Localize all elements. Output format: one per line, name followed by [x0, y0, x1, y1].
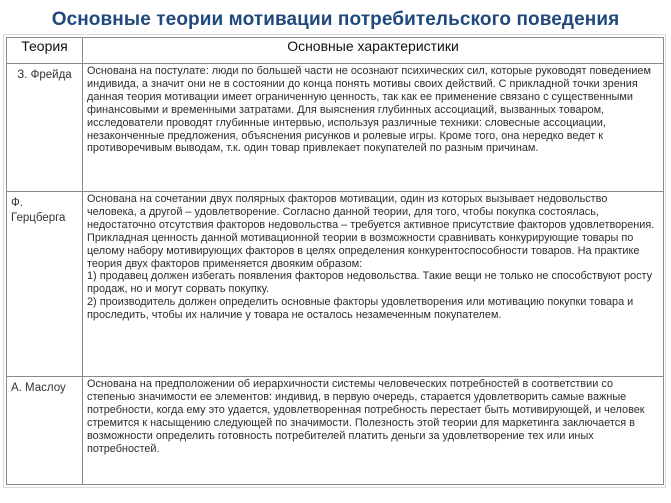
description-paragraph: Основана на предположении об иерархичности системы человеческих потребностей в соответствии со степенью значимости ее элементов: индивид, в первую очередь, старается удовлетворить самые важные потребности, когда ему это удается, удовлетворенная потребность перестает быть мотивирующей, и человек стремится к насыщению следующей по значимости. Полезность этой теории для маркетинга заключается в возможности определить готовность потребителей платить деньги за удовлетворение тех или иных потребностей.: [87, 378, 645, 455]
theory-name-cell: [7, 64, 83, 192]
theory-name-cell: [7, 377, 83, 485]
description-paragraph: 1) продавец должен избегать появления факторов недовольства. Такие вещи не только не способствуют росту продаж, но и могут сорвать покупку.: [87, 270, 653, 296]
description-paragraph: Прикладная ценность данной мотивационной теории в возможности сравнивать конкурирующие товары по целому набору мотивирующих факторов в целях определения конкурентоспособности товаров. На практике теория двух факторов применяется двояким образом:: [87, 231, 640, 270]
theory-name: Ф. Герцберга: [11, 197, 66, 224]
theory-name-cell: [7, 192, 83, 377]
theory-description-cell: [83, 377, 664, 485]
table-row: [7, 64, 664, 192]
table-row: [7, 377, 664, 485]
page-title: Основные теории мотивации потребительского поведения: [51, 9, 620, 30]
description-paragraph: 2) производитель должен определить основные факторы удовлетворения или мотивацию покупки товара и проследить, чтобы их наличие у товара не осталось незамеченным покупателем.: [87, 296, 634, 322]
description-paragraph: Основана на постулате: люди по большей части не осознают психических сил, которые руководят поведением индивида, а значит они не в состоянии до конца понять мотивы своих действий. С прикладной точки зрения данная теория мотивации имеет ограниченную ценность, так как ее применение связано с существенными финансовыми и временными затратами. Для выяснения глубинных ассоциаций, вызванных товаром, исследователи проводят глубинные интервью, используя различные техники: словесные ассоциации, незаконченные предложения, объяснения рисунков и ролевые игры. Кроме того, она нередко ведет к противоречивым выводам, т.к. один товар привлекает покупателей по разным причинам.: [87, 65, 651, 155]
theory-name: З. Фрейда: [17, 69, 72, 81]
table-header-row: [7, 38, 664, 64]
theory-description-cell: [83, 192, 664, 377]
description-paragraph: Основана на сочетании двух полярных факторов мотивации, один из которых вызывает недовольство человека, а другой – удовлетворение. Согласно данной теории, для того, чтобы покупка состоялась, недостаточно отсутствия факторов недовольства – требуется активное присутствие факторов удовлетворения.: [87, 193, 655, 231]
column-header-characteristics: Основные характеристики: [83, 38, 664, 64]
table-row: [7, 192, 664, 377]
column-header-theory: Теория: [7, 38, 83, 64]
theories-table: [6, 37, 664, 485]
theory-name: А. Маслоу: [11, 382, 66, 394]
theory-description-cell: [83, 64, 664, 192]
